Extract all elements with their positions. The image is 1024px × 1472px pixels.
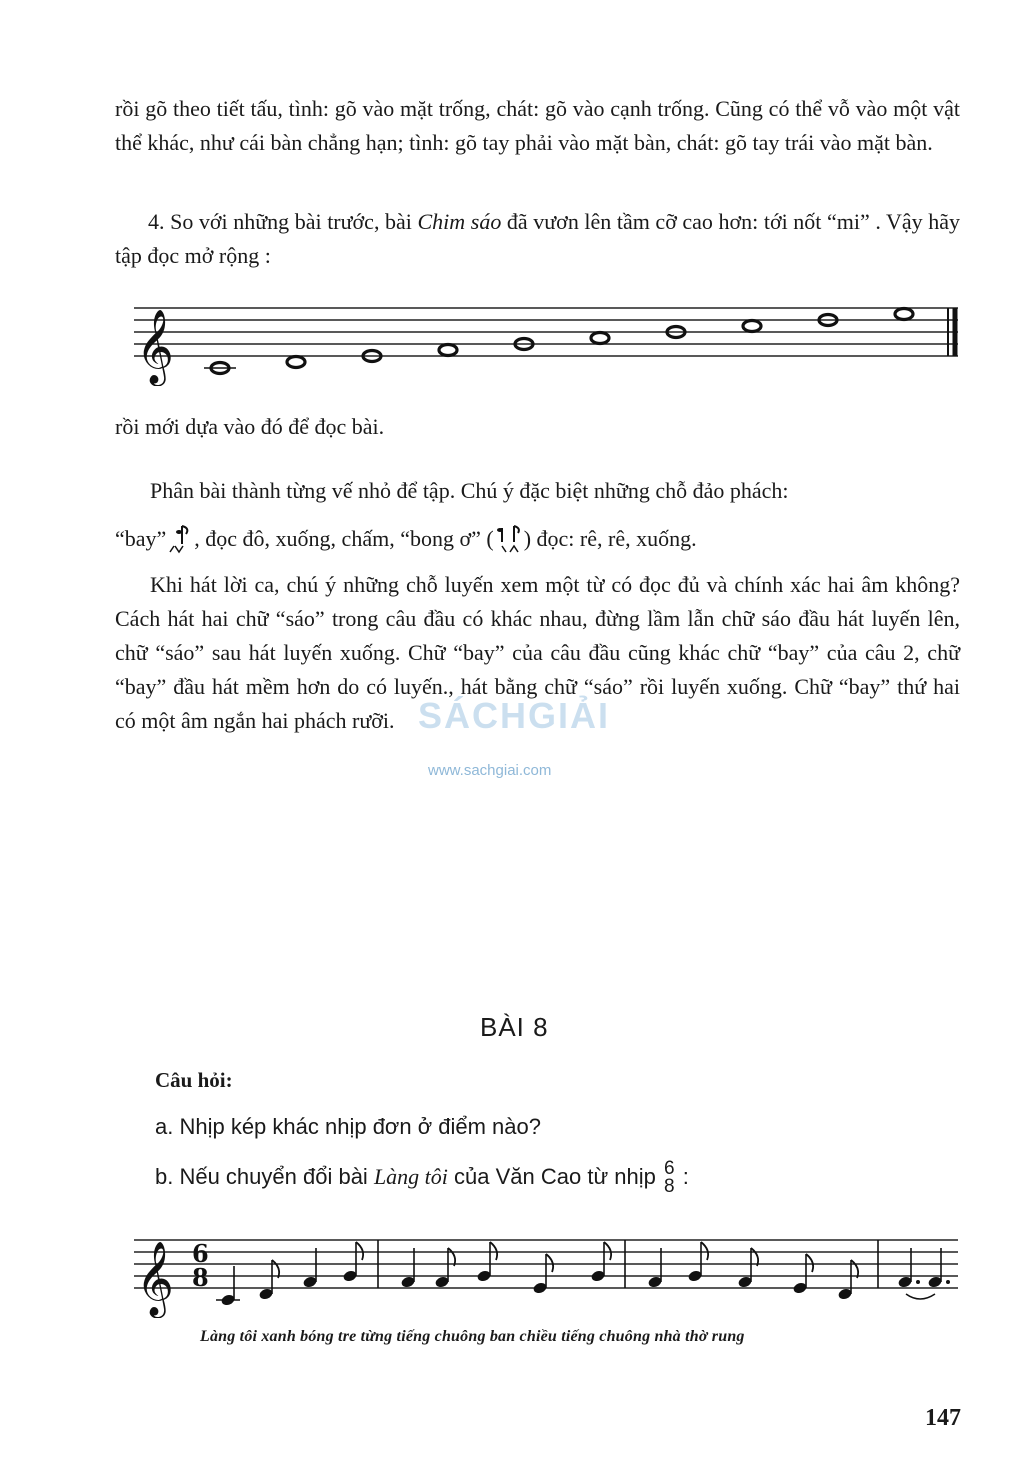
- p2-text-end: đã vươn lên tầm cỡ cao hơn: tới nốt “mi” . Vậy hãy tập đọc mở rộng :: [115, 209, 960, 268]
- scale-note: [591, 333, 609, 344]
- paragraph-rhythm-instructions: rồi gõ theo tiết tấu, tình: gõ vào mặt trống, chát: gõ vào cạnh trống. Cũng có thể vỗ vào một vật thể khác, như cái bàn chẳng hạn; tình: gõ tay phải vào mặt bàn, chát: gõ tay trái vào mặt bàn.: [115, 96, 960, 155]
- read-re-re: ) đọc: rê, rê, xuống.: [523, 526, 697, 551]
- section-title: BÀI 8: [480, 1012, 549, 1042]
- syncopation-text: , đọc đô, xuống, chấm, “bong ơ” (: [194, 526, 494, 551]
- song-title-chim-sao: Chim sáo: [417, 209, 502, 234]
- scale-note: [743, 321, 761, 332]
- paragraph-singing-notes: Khi hát lời ca, chú ý những chỗ luyến xem một từ có đọc đủ và chính xác hai âm không? Cách hát hai chữ “sáo” trong câu đầu có khác nhau, đừng lầm lẫn chữ sáo đầu hát luyến lên, chữ “sáo” sau hát luyến xuống. Chữ “bay” của câu đầu cũng khác chữ “bay” của câu 2, chữ “bay” đầu hát mềm hơn do có luyến., hát bằng chữ “sáo” rồi luyến xuống. Chữ “bay” thứ hai có một âm ngắn hai phách rưỡi.: [115, 572, 960, 733]
- page-number: 147: [925, 1405, 961, 1431]
- melody-staff: [120, 1228, 960, 1318]
- song-title-lang-toi: Làng tôi: [373, 1163, 448, 1189]
- paragraph-practice-intro: Phân bài thành từng vế nhỏ để tập. Chú ý đặc biệt những chỗ đảo phách:: [150, 478, 789, 503]
- question-a: a. Nhịp kép khác nhịp đơn ở điểm nào?: [155, 1114, 541, 1139]
- question-heading: Câu hỏi:: [155, 1068, 233, 1092]
- p2-text-start: 4. So với những bài trước, bài: [148, 209, 418, 234]
- quote-bay: “bay”: [115, 526, 167, 551]
- treble-clef-icon: 𝄞: [136, 1242, 174, 1316]
- scale-staff: [120, 296, 960, 386]
- syncopation-note-icon: [166, 524, 194, 554]
- question-b: [155, 1160, 689, 1196]
- watermark-url: www.sachgiai.com: [428, 762, 552, 779]
- paragraph-then-read: rồi mới dựa vào đó để đọc bài.: [115, 414, 385, 439]
- fraction-numerator: 6: [664, 1158, 675, 1179]
- time-signature-numerator: 6: [192, 1239, 209, 1268]
- fraction-denominator: 8: [664, 1176, 675, 1197]
- scale-note: [895, 309, 913, 320]
- treble-clef-icon: 𝄞: [136, 310, 174, 384]
- scale-note: [287, 357, 305, 368]
- time-signature-fraction: [664, 1160, 675, 1196]
- qb-text-start: b. Nếu chuyển đổi bài: [155, 1163, 374, 1189]
- qb-text-mid: của Văn Cao từ nhịp: [447, 1163, 662, 1189]
- scale-note: [439, 345, 457, 356]
- song-lyric: Làng tôi xanh bóng tre từng tiếng chuông ban chiều tiếng chuông nhà thờ rung: [200, 1328, 745, 1345]
- watermark-logo: SÁCHGIẢI: [418, 695, 611, 736]
- paragraph-exercise-4: [115, 205, 960, 273]
- bong-o-notes-icon: [494, 524, 524, 554]
- qb-text-end: :: [676, 1163, 689, 1189]
- time-signature-denominator: 8: [192, 1263, 209, 1292]
- paragraph-syncopation: [115, 522, 960, 556]
